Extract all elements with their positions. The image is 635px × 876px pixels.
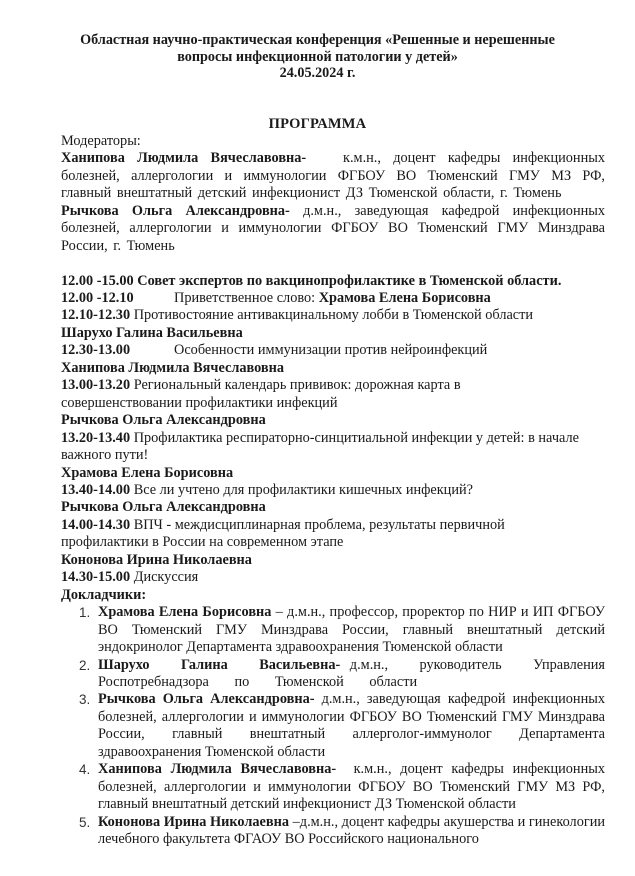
speaker-description: д.м.н., руководитель Управления Роспотребнадзора по Тюменской области <box>98 656 606 690</box>
schedule-item <box>61 290 605 307</box>
speaker-item <box>61 761 605 813</box>
schedule-title: Профилактика респираторно-синцитиальной инфекции у детей: в начале <box>133 429 579 446</box>
schedule-item <box>61 307 605 324</box>
moderator-name: Рычкова Ольга Александровна- <box>61 202 290 219</box>
conference-header <box>40 32 595 82</box>
schedule-item <box>61 482 605 499</box>
speaker-name: Шарухо Галина Васильевна- <box>98 656 341 673</box>
schedule-item <box>61 569 605 586</box>
schedule-speaker: Ханипова Людмила Вячеславовна <box>61 359 285 376</box>
schedule-title: Приветственное слово: <box>174 290 316 307</box>
conference-date: 24.05.2024 г. <box>279 65 356 81</box>
schedule-item <box>61 377 605 394</box>
speaker-item <box>61 657 605 692</box>
schedule-time: 13.00-13.20 <box>61 377 131 394</box>
schedule-item <box>61 342 605 359</box>
schedule-speaker: Рычкова Ольга Александровна <box>61 412 266 429</box>
spacer <box>61 255 605 272</box>
speaker-description: –д.м.н., доцент кафедры акушерства и гинекологии лечебного факультета ФГАОУ ВО Российского национального <box>98 813 606 848</box>
moderator-description: к.м.н., доцент кафедры инфекционных болезней, аллергологии и иммунологии ФГБОУ ВО Тюменский ГМУ МЗ РФ, главный внештатный детский инфекционист ДЗ Тюменской области, г. Тюмень <box>61 150 605 202</box>
schedule-time: 12.30-13.00 <box>61 342 131 359</box>
session-time: 12.00 -15.00 <box>61 272 134 289</box>
speaker-name: Храмова Елена Борисовна <box>98 604 272 621</box>
schedule-time: 13.40-14.00 <box>61 482 131 498</box>
schedule-title: Все ли учтено для профилактики кишечных инфекций? <box>133 482 473 498</box>
session-heading <box>61 273 605 290</box>
moderator-name: Ханипова Людмила Вячеславовна- <box>61 150 307 167</box>
speakers-list <box>61 604 605 848</box>
speaker-description: – д.м.н., профессор, проректор по НИР и ИП ФГБОУ ВО Тюменский ГМУ Минздрава России, главный внештатный детский эндокринолог Департамента здравоохранения Тюменской области <box>98 604 606 656</box>
schedule-time: 13.20-13.40 <box>61 429 131 446</box>
speaker-name: Рычкова Ольга Александровна- <box>98 691 315 708</box>
schedule-speaker: Рычкова Ольга Александровна <box>61 499 266 516</box>
schedule-speaker: Кононова Ирина Николаевна <box>61 551 252 568</box>
schedule-title: ВПЧ - междисциплинарная проблема, результаты первичной <box>133 516 505 533</box>
schedule-title-continued: важного пути! <box>61 447 149 464</box>
speaker-item <box>61 691 605 761</box>
schedule-item <box>61 430 605 447</box>
schedule-title: Региональный календарь прививок: дорожная карта в <box>133 377 461 394</box>
schedule-speaker: Шарухо Галина Васильевна <box>61 324 243 341</box>
speaker-item <box>61 604 605 656</box>
schedule-speaker: Храмова Елена Борисовна <box>61 464 234 481</box>
speakers-label: Докладчики: <box>61 586 147 603</box>
speaker-name: Кононова Ирина Николаевна <box>98 813 290 830</box>
schedule-time: 14.30-15.00 <box>61 569 131 586</box>
list-number: 3. <box>79 692 91 708</box>
list-number: 5. <box>79 814 91 830</box>
schedule-title-continued: профилактики в России на современном этапе <box>61 534 344 551</box>
session-title: Совет экспертов по вакцинопрофилактике в Тюменской области. <box>137 272 562 289</box>
document-body <box>61 133 605 849</box>
schedule-speaker: Храмова Елена Борисовна <box>318 290 491 307</box>
schedule-title: Особенности иммунизации против нейроинфекций <box>174 342 488 359</box>
speaker-description: д.м.н., заведующая кафедрой инфекционных болезней, аллергологии и иммунологии ФГБОУ ВО Тюменский ГМУ Минздрава России, главный внештатный аллерголог-иммунолог Департамента здравоохранения Тюменской области <box>98 691 605 760</box>
speaker-item <box>61 814 605 849</box>
schedule-title-continued: совершенствовании профилактики инфекций <box>61 394 338 411</box>
schedule-title: Противостояние антивакцинальному лобби в Тюменской области <box>133 307 534 324</box>
program-title: ПРОГРАММА <box>268 116 367 132</box>
speaker-description: к.м.н., доцент кафедры инфекционных болезней, аллергологии и иммунологии ФГБОУ ВО Тюменский ГМУ МЗ РФ, главный внештатный детский инфекционист ДЗ Тюменской области <box>98 761 605 813</box>
moderator-description: д.м.н., заведующая кафедрой инфекционных болезней, аллергологии и иммунологии ФГБОУ ВО Тюменский ГМУ Минздрава России, г. Тюмень <box>61 202 606 254</box>
schedule-item <box>61 517 605 534</box>
moderator-entry <box>61 150 605 202</box>
conference-title-line2: вопросы инфекционной патологии у детей» <box>177 48 458 65</box>
list-number: 2. <box>79 657 91 673</box>
schedule-time: 12.00 -12.10 <box>61 290 134 307</box>
schedule-time: 14.00-14.30 <box>61 516 131 533</box>
moderator-entry <box>61 203 605 255</box>
schedule-title: Дискуссия <box>133 569 199 586</box>
conference-title-line1: Областная научно-практическая конференция «Решенные и нерешенные <box>80 32 555 48</box>
speaker-name: Ханипова Людмила Вячеславовна- <box>98 761 337 778</box>
moderators-label: Модераторы: <box>61 133 141 149</box>
list-number: 4. <box>79 762 91 778</box>
schedule-time: 12.10-12.30 <box>61 307 131 324</box>
list-number: 1. <box>79 605 91 621</box>
